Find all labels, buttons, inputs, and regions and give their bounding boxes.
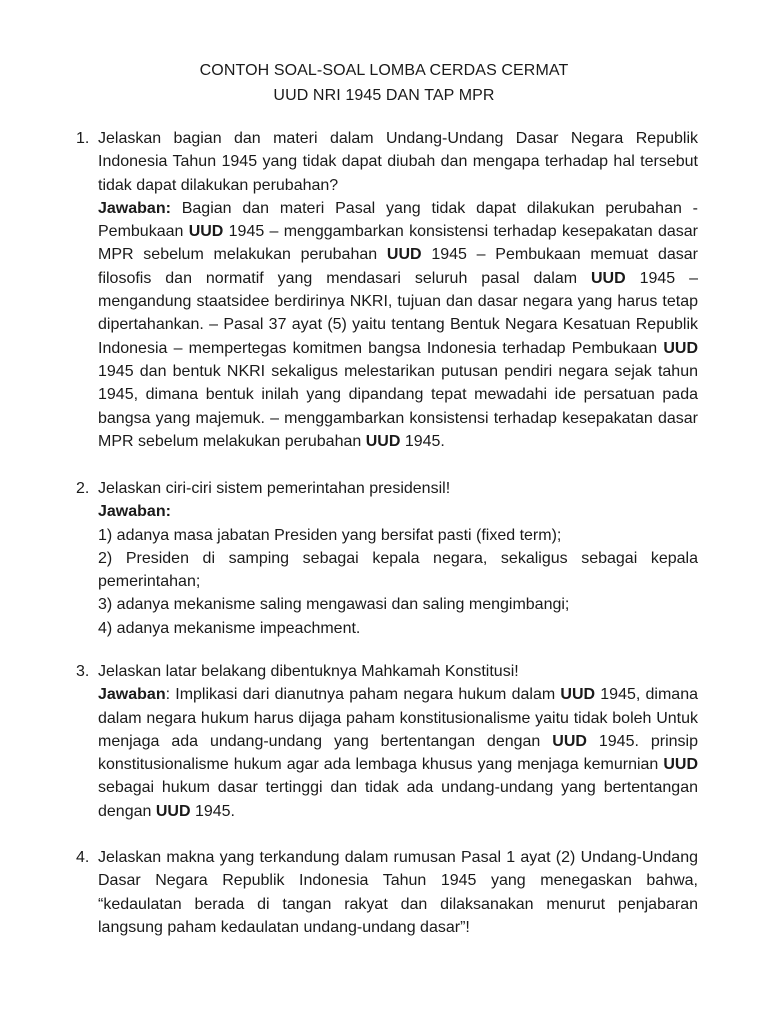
- answer-label: Jawaban:: [98, 503, 171, 521]
- question-body: [98, 127, 698, 453]
- question-body: [98, 477, 698, 640]
- answer-list-item: 2) Presiden di samping sebagai kepala negara, sekaligus sebagai kepala pemerintahan;: [98, 549, 698, 591]
- answer-segment: sebagai hukum dasar tertinggi dan tidak ada undang-undang yang bertentangan dengan: [98, 779, 698, 820]
- question-text: Jelaskan makna yang terkandung dalam rumusan Pasal 1 ayat (2) Undang-Undang Dasar Negara Republik Indonesia Tahun 1945 yang menegaskan bahwa, “kedaulatan berada di tangan rakyat dan dilaksanakan menurut penjabaran langsung paham kedaulatan undang-undang dasar”!: [98, 849, 698, 936]
- question-text: Jelaskan latar belakang dibentuknya Mahkamah Konstitusi!: [98, 663, 519, 680]
- answer-label: Jawaban:: [98, 199, 171, 217]
- answer-segment: 1945.: [190, 802, 235, 820]
- answer-segment: 1945 – Pembukaan memuat dasar filosofis dan normatif yang mendasari seluruh pasal dalam: [98, 246, 699, 287]
- answer-segment-bold: UUD: [386, 246, 422, 264]
- question-body: [98, 660, 698, 823]
- answer-label: Jawaban: [98, 686, 166, 704]
- answer-segment-bold: UUD: [552, 732, 587, 750]
- question-item-3: [76, 660, 698, 823]
- answer-segment: 1945 – menggambarkan konsistensi terhadap kesepakatan dasar MPR sebelum melakukan perubahan: [98, 223, 699, 264]
- answer-segment-bold: UUD: [663, 339, 698, 357]
- answer-list-item: 3) adanya mekanisme saling mengawasi dan saling mengimbangi;: [98, 596, 570, 614]
- answer-segment-bold: UUD: [590, 269, 626, 287]
- answer-segment-bold: UUD: [560, 686, 596, 704]
- answer-segment-bold: UUD: [365, 432, 401, 450]
- answer-segment: 1945 – mengandung staatsidee berdirinya NKRI, tujuan dan dasar negara yang harus tetap dipertahankan. – Pasal 37 ayat (5) yaitu tentang Bentuk Negara Kesatuan Republik Indonesia – mempertegas komitmen bangsa Indonesia terhadap Pembukaan: [98, 269, 699, 357]
- question-item-4: [76, 846, 698, 939]
- answer-segment: 1945. prinsip konstitusionalisme hukum agar ada lembaga khusus yang menjaga kemurnian: [98, 732, 699, 774]
- answer-segment: 1945.: [400, 432, 445, 450]
- answer-segment-bold: UUD: [188, 223, 224, 241]
- answer-segment: Bagian dan materi Pasal yang tidak dapat dilakukan perubahan -Pembukaan: [98, 199, 698, 241]
- question-number: 2.: [76, 480, 90, 497]
- answer-segment-bold: UUD: [663, 756, 698, 774]
- question-number: 3.: [76, 663, 90, 680]
- document-subtitle: UUD NRI 1945 DAN TAP MPR: [273, 87, 495, 104]
- answer-segment: 1945 dan bentuk NKRI sekaligus melestarikan putusan pendiri negara sejak tahun 1945, dimana bentuk inilah yang dipandang tepat mewadahi ide persatuan pada bangsa yang majemuk. – menggambarkan konsistensi terhadap kesepakatan dasar MPR sebelum melakukan perubahan: [98, 362, 698, 450]
- answer-list-item: 1) adanya masa jabatan Presiden yang bersifat pasti (fixed term);: [98, 526, 562, 544]
- answer-segment: 1945, dimana dalam negara hukum harus dijaga paham konstitusionalisme yaitu tidak boleh Untuk menjaga ada undang-undang yang bertentangan dengan: [98, 686, 699, 750]
- question-item-2: [76, 477, 698, 640]
- answer-segment-bold: UUD: [155, 802, 191, 820]
- answer-segment: : Implikasi dari dianutnya paham negara hukum dalam: [165, 686, 561, 704]
- question-number: 1.: [76, 130, 90, 147]
- document-title: CONTOH SOAL-SOAL LOMBA CERDAS CERMAT: [199, 62, 569, 79]
- question-body: [98, 846, 698, 939]
- answer-list-item: 4) adanya mekanisme impeachment.: [98, 619, 361, 637]
- question-item-1: [76, 127, 698, 453]
- answer-text: [98, 197, 698, 453]
- answer-text: [98, 683, 698, 823]
- question-text: Jelaskan bagian dan materi dalam Undang-Undang Dasar Negara Republik Indonesia Tahun 1945 yang tidak dapat diubah dan mengapa terhadap hal tersebut tidak dapat dilakukan perubahan?: [98, 130, 698, 194]
- question-text: Jelaskan ciri-ciri sistem pemerintahan presidensil!: [98, 480, 451, 497]
- question-number: 4.: [76, 849, 90, 866]
